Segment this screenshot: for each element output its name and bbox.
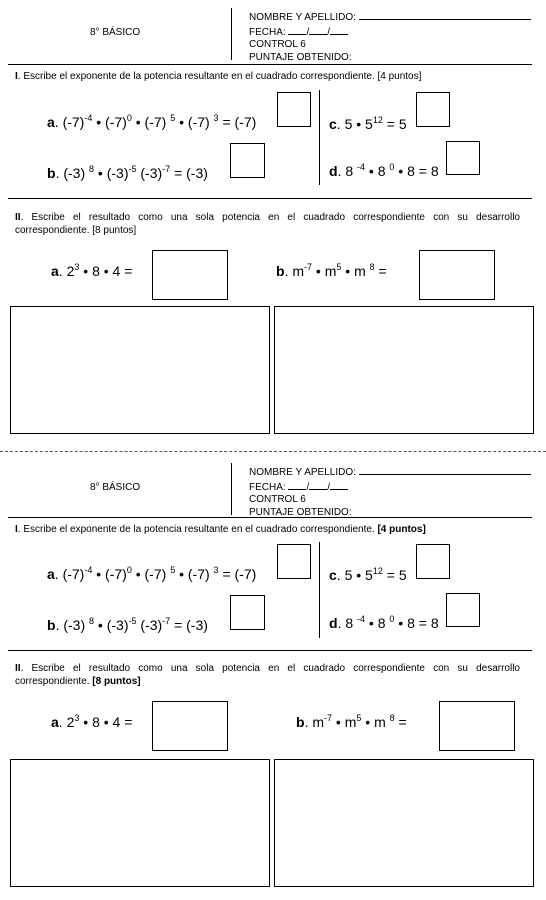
answer-box-c[interactable] (416, 92, 450, 127)
answer-box-2a[interactable] (152, 701, 228, 751)
date-month-field[interactable] (309, 480, 327, 490)
score-label: PUNTAJE OBTENIDO: (249, 506, 352, 518)
answer-box-a[interactable] (277, 92, 311, 127)
date-year-field[interactable] (330, 25, 348, 35)
date-separator: / (327, 26, 331, 38)
exercise-2a: a. $2^3$ • 8 • 4 = (51, 713, 133, 730)
answer-box-2b[interactable] (419, 250, 495, 300)
grade-label: 8° BÁSICO (90, 27, 141, 38)
section-rule (8, 198, 532, 199)
exercise-d: d. 8 $^{-4}$ • 8 $^0$ • 8 = 8 (329, 614, 439, 631)
section-1-instructions (15, 524, 520, 537)
section-2-points: [8 puntos] (92, 675, 141, 687)
answer-box-b[interactable] (230, 143, 265, 178)
student-info (249, 465, 531, 519)
date-separator: / (306, 26, 310, 38)
name-label: NOMBRE Y APELLIDO: (249, 12, 356, 23)
section-2-number: II (15, 663, 21, 674)
section-1-text: . Escribe el exponente de la potencia resultante en el cuadrado correspondiente. (17, 524, 378, 535)
section-2-text: . Escribe el resultado como una sola potencia en el cuadrado correspondiente con su desarrollo correspondiente. (15, 212, 520, 236)
exercise-2a: a. $2^3$ • 8 • 4 = (51, 262, 133, 279)
header-rule (8, 64, 532, 65)
answer-box-d[interactable] (446, 141, 480, 175)
section-2-points: [8 puntos] (92, 224, 137, 236)
answer-box-2b[interactable] (439, 701, 515, 751)
exercise-c: c. 5 • $5^{12} = 5$ (329, 115, 407, 132)
section-1-points: [4 puntos] (377, 524, 426, 535)
section-1-number: I (15, 524, 18, 535)
name-field[interactable] (359, 10, 531, 20)
date-separator: / (327, 481, 331, 493)
control-label: CONTROL 6 (249, 494, 306, 505)
section-2-text: . Escribe el resultado como una sola potencia en el cuadrado correspondiente con su desarrollo correspondiente. (15, 663, 520, 687)
exercise-2b: b. $m^{-7}$ • $m^5$ • m $^8$ = (276, 262, 387, 279)
section-2-instructions (15, 663, 520, 688)
header-divider (231, 8, 232, 60)
exercise-2b: b. $m^{-7}$ • $m^5$ • m $^8$ = (296, 713, 407, 730)
date-month-field[interactable] (309, 25, 327, 35)
section-1-points: [4 puntos] (377, 71, 422, 82)
worksheet-copy-2 (0, 455, 546, 895)
work-area-2a[interactable] (10, 306, 270, 434)
answer-box-a[interactable] (277, 544, 311, 579)
answer-box-b[interactable] (230, 595, 265, 630)
exercise-c: c. 5 • $5^{12} = 5$ (329, 566, 407, 583)
work-area-2a[interactable] (10, 759, 270, 887)
control-label: CONTROL 6 (249, 39, 306, 50)
date-day-field[interactable] (288, 480, 306, 490)
exercise-d: d. 8 $^{-4}$ • 8 $^0$ • 8 = 8 (329, 162, 439, 179)
date-separator: / (306, 481, 310, 493)
date-day-field[interactable] (288, 25, 306, 35)
answer-box-2a[interactable] (152, 250, 228, 300)
worksheet-copy-1 (0, 0, 546, 440)
student-info (249, 10, 531, 64)
section-2-instructions (15, 212, 520, 237)
cut-line (0, 451, 546, 452)
section-rule (8, 650, 532, 651)
work-area-2b[interactable] (274, 759, 534, 887)
exercise-b: b. (-3) $^8$ • $(-3)^{-5}$ $(-3)^{-7} = (-3)$ (47, 616, 208, 633)
exercise-b: b. (-3) $^8$ • $(-3)^{-5}$ $(-3)^{-7} = (-3)$ (47, 164, 208, 181)
name-field[interactable] (359, 465, 531, 475)
section-1-divider (319, 90, 320, 185)
header-rule (8, 517, 532, 518)
score-label: PUNTAJE OBTENIDO: (249, 51, 352, 63)
section-1-divider (319, 542, 320, 638)
date-label: FECHA: (249, 26, 286, 38)
work-area-2b[interactable] (274, 306, 534, 434)
exercise-a: a. $(-7)^{-4}$ • $(-7)^0$ • (-7) $^5$ • (-7) $^3$ = (-7) (47, 113, 257, 130)
answer-box-c[interactable] (416, 544, 450, 579)
grade-label: 8° BÁSICO (90, 482, 141, 493)
answer-box-d[interactable] (446, 593, 480, 627)
section-1-number: I (15, 71, 18, 82)
section-1-instructions (15, 71, 520, 84)
section-1-text: . Escribe el exponente de la potencia resultante en el cuadrado correspondiente. (17, 71, 378, 82)
header-divider (231, 463, 232, 515)
date-year-field[interactable] (330, 480, 348, 490)
name-label: NOMBRE Y APELLIDO: (249, 467, 356, 478)
date-label: FECHA: (249, 481, 286, 493)
section-2-number: II (15, 212, 21, 223)
exercise-a: a. $(-7)^{-4}$ • $(-7)^0$ • (-7) $^5$ • (-7) $^3$ = (-7) (47, 565, 257, 582)
